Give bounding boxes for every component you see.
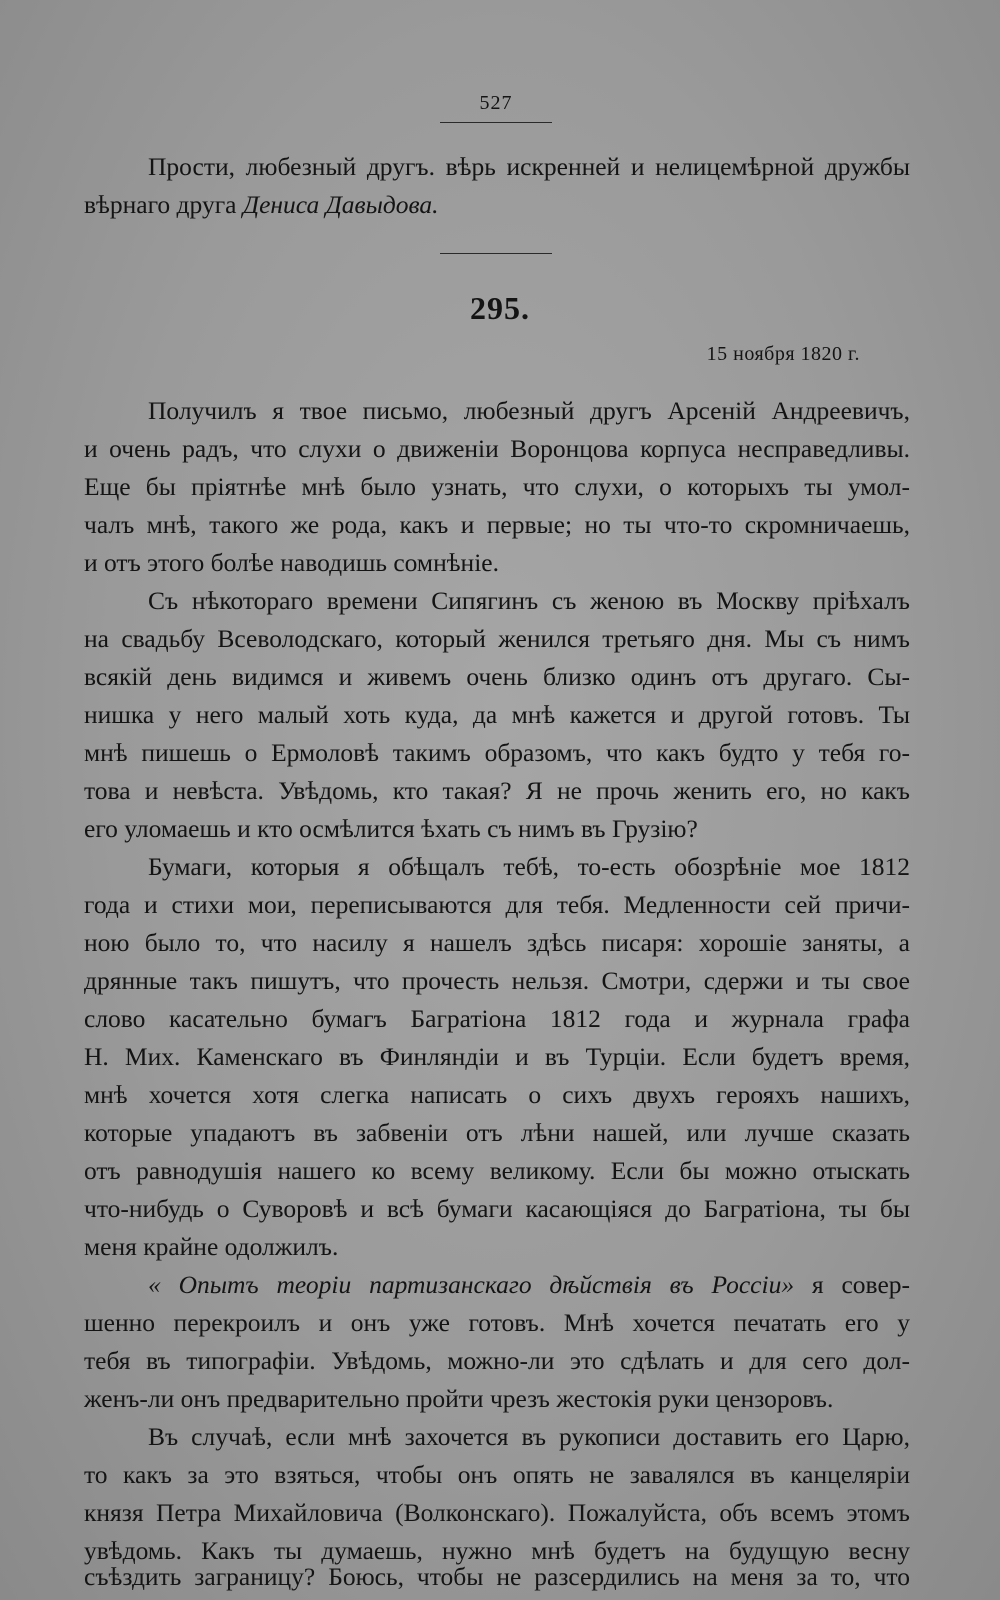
text-line: чалъ мнѣ, такого же рода, какъ и первые; но ты что-то скромничаешь, [84, 510, 910, 539]
text-line: которые упадаютъ въ забвеніи отъ лѣни нашей, или лучше сказать [84, 1118, 910, 1147]
text-line: женъ-ли онъ предварительно пройти чрезъ жестокія руки цензоровъ. [84, 1384, 834, 1413]
header-rule [440, 122, 552, 123]
text-line [148, 1266, 910, 1304]
letter-number: 295. [470, 290, 530, 326]
text-line: Бумаги, которыя я обѣщалъ тебѣ, то-есть обозрѣніе мое 1812 [148, 852, 910, 881]
text-line: шенно перекроилъ и онъ уже готовъ. Мнѣ хочется печатать его у [84, 1308, 910, 1337]
closing-line: Прости, любезный другъ. вѣрь искренней и нелицемѣрной дружбы [148, 152, 910, 181]
text-line: това и невѣста. Увѣдомь, кто такая? Я не прочь женить его, но какъ [84, 776, 910, 805]
page-number: 527 [479, 92, 513, 114]
text-line: Н. Мих. Каменскаго въ Финляндіи и въ Турціи. Если будетъ время, [84, 1042, 910, 1071]
section-divider [440, 253, 552, 254]
text-line: что-нибудь о Суворовѣ и всѣ бумаги касающіяся до Багратіона, ты бы [84, 1194, 910, 1223]
closing-signature-line [84, 186, 439, 224]
text-line: Получилъ я твое письмо, любезный другъ Арсеній Андреевичъ, [148, 396, 910, 425]
text-line: увѣдомь. Какъ ты думаешь, нужно мнѣ будетъ на будущую весну [84, 1536, 910, 1565]
text-line: года и стихи мои, переписываются для тебя. Медленности сей причи- [84, 890, 910, 919]
text-line: слово касательно бумагъ Багратіона 1812 года и журнала графа [84, 1004, 910, 1033]
text-line: тебя въ типографіи. Увѣдомь, можно-ли это сдѣлать и для сего дол- [84, 1346, 910, 1375]
text-line: мнѣ пишешь о Ермоловѣ такимъ образомъ, что какъ будто у тебя го- [84, 738, 910, 767]
text-line: Въ случаѣ, если мнѣ захочется въ рукописи доставить его Царю, [148, 1422, 910, 1451]
text-line: Съ нѣкотораго времени Сипягинъ съ женою въ Москву пріѣхалъ [148, 586, 910, 615]
text-line: ною было то, что насилу я нашелъ здѣсь писаря: хорошіе заняты, а [84, 928, 910, 957]
text-line: мнѣ хочется хотя слегка написать о сихъ двухъ герояхъ нашихъ, [84, 1080, 910, 1109]
signature: Дениса Давыдова. [242, 190, 439, 219]
text-line: его уломаешь и кто осмѣлится ѣхать съ нимъ въ Грузію? [84, 814, 698, 843]
text-line: то какъ за это взяться, чтобы онъ опять не завалялся въ канцеляріи [84, 1460, 910, 1489]
letter-date: 15 ноября 1820 г. [706, 343, 860, 365]
book-title: « Опытъ теоріи партизанскаго дѣйствія въ Россіи» [148, 1270, 795, 1299]
text-line: всякій день видимся и живемъ очень близко одинъ отъ другаго. Сы- [84, 662, 910, 691]
text-line: съѣздить заграницу? Боюсь, чтобы не разсердились на меня за то, что [84, 1562, 910, 1591]
text-line: дрянные такъ пишутъ, что прочесть нельзя. Смотри, сдержи и ты свое [84, 966, 910, 995]
text-line: отъ равнодушія нашего ко всему великому. Если бы можно отыскать [84, 1156, 910, 1185]
text-line: нишка у него малый хоть куда, да мнѣ кажется и другой готовъ. Ты [84, 700, 910, 729]
text-line: князя Петра Михайловича (Волконскаго). Пожалуйста, объ всемъ этомъ [84, 1498, 910, 1527]
closing-prefix: вѣрнаго друга [84, 190, 243, 219]
text-line: Еще бы пріятнѣе мнѣ было узнать, что слухи, о которыхъ ты умол- [84, 472, 910, 501]
text-line: и очень радъ, что слухи о движеніи Воронцова корпуса несправедливы. [84, 434, 910, 463]
text-line: и отъ этого болѣе наводишь сомнѣніе. [84, 548, 499, 577]
text-fragment: я совер- [794, 1270, 910, 1299]
text-line: меня крайне одолжилъ. [84, 1232, 339, 1261]
text-line: на свадьбу Всеволодскаго, который женился третьяго дня. Мы съ нимъ [84, 624, 910, 653]
